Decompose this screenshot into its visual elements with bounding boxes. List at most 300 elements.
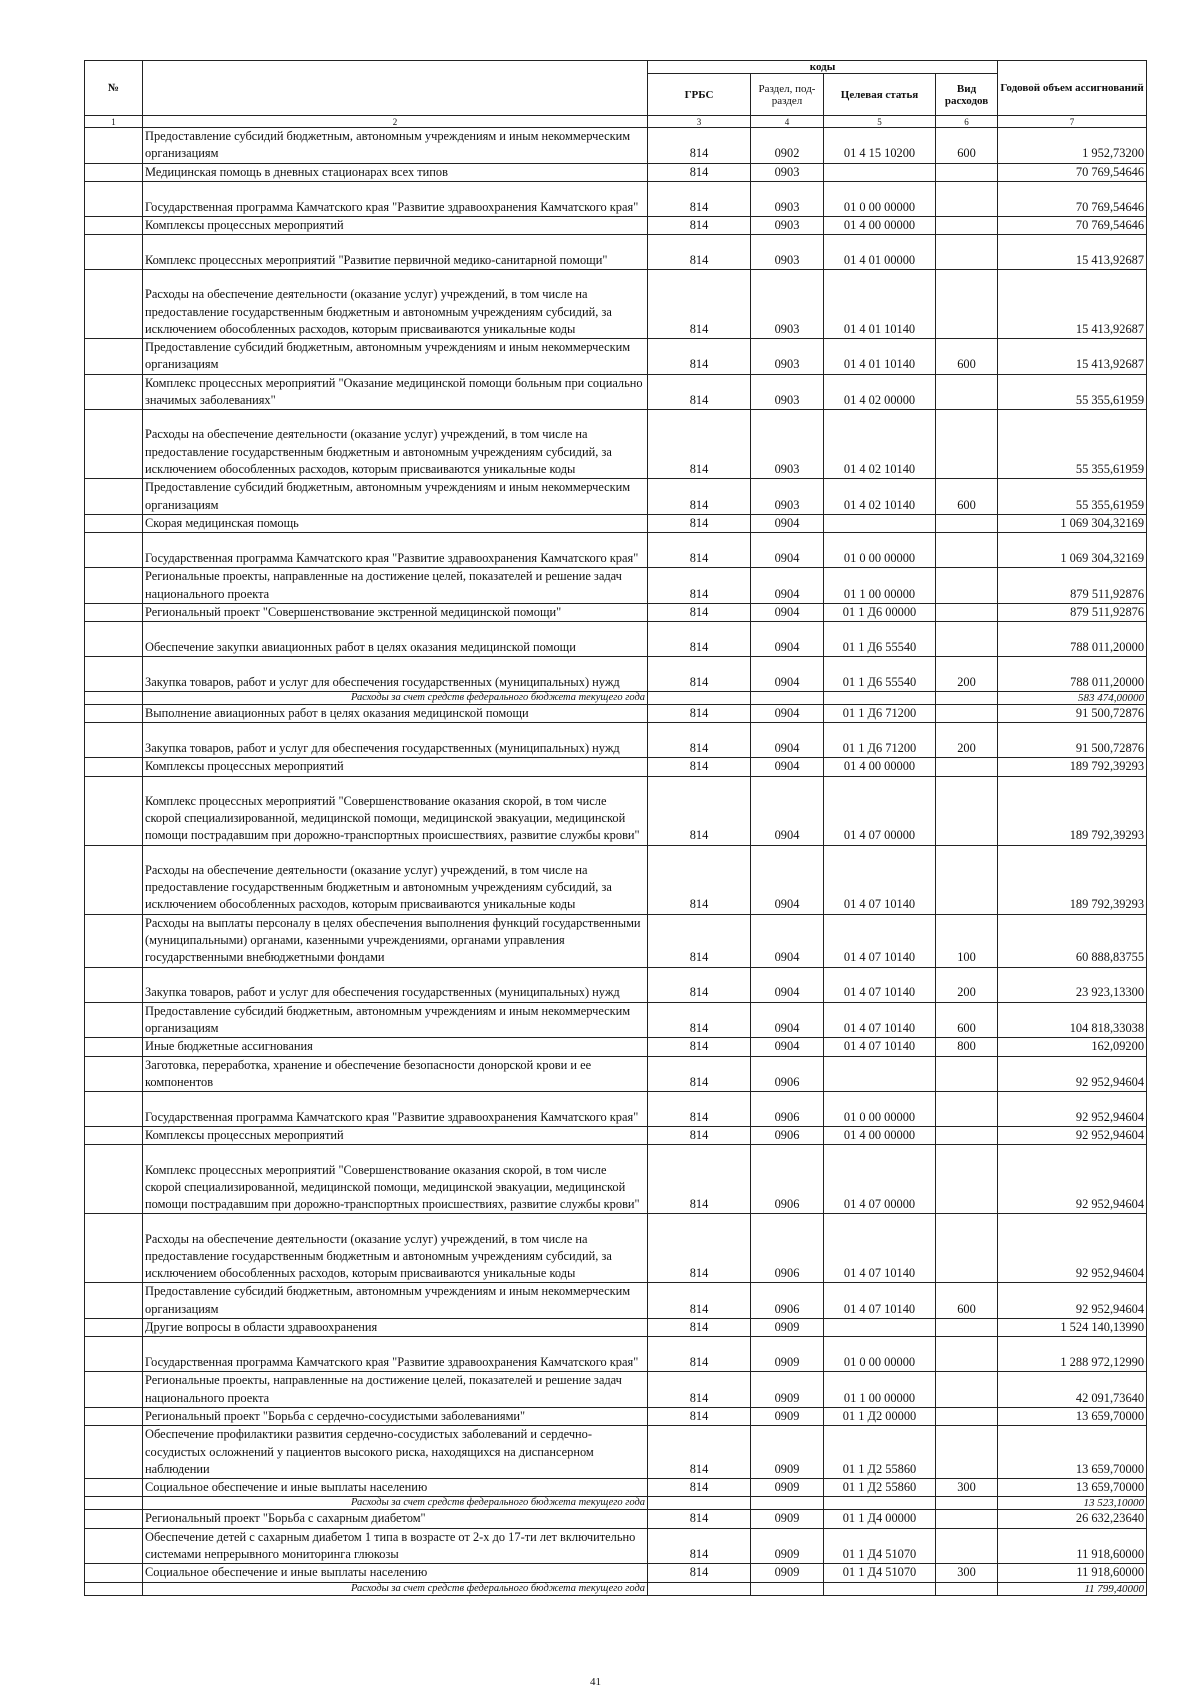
row-exptype-cell [936,758,998,776]
row-number-cell [85,479,143,515]
row-grbs-cell: 814 [648,776,751,845]
row-amount-cell: 55 355,61959 [998,374,1147,410]
row-number-cell [85,914,143,967]
row-section-cell: 0904 [751,1002,824,1038]
row-grbs-cell: 814 [648,1038,751,1056]
row-name-cell: Предоставление субсидий бюджетным, автономным учреждениям и иным некоммерческим организациям [143,128,648,164]
row-number-cell [85,692,143,705]
row-grbs-cell: 814 [648,339,751,375]
row-number-cell [85,723,143,758]
row-amount-cell: 91 500,72876 [998,705,1147,723]
row-grbs-cell: 814 [648,216,751,234]
row-exptype-cell [936,216,998,234]
row-exptype-cell [936,1092,998,1127]
row-amount-cell: 583 474,00000 [998,692,1147,705]
row-exptype-cell [936,410,998,479]
row-section-cell: 0904 [751,622,824,657]
row-number-cell [85,533,143,568]
row-number-cell [85,1479,143,1497]
row-grbs-cell: 814 [648,622,751,657]
row-number-cell [85,603,143,621]
row-section-cell: 0906 [751,1056,824,1092]
row-section-cell: 0909 [751,1479,824,1497]
row-grbs-cell: 814 [648,758,751,776]
federal-subtotal-row [85,1497,1147,1510]
row-target-cell: 01 1 Д4 00000 [824,1510,936,1528]
row-exptype-cell [936,1426,998,1479]
table-row [85,235,1147,270]
table-row [85,270,1147,339]
row-exptype-cell: 200 [936,967,998,1002]
table-row [85,1528,1147,1564]
budget-table [84,60,1147,1596]
row-exptype-cell: 600 [936,479,998,515]
row-exptype-cell: 300 [936,1564,998,1582]
row-amount-cell: 879 511,92876 [998,603,1147,621]
row-amount-cell: 92 952,94604 [998,1214,1147,1283]
row-name-cell: Расходы на обеспечение деятельности (оказание услуг) учреждений, в том числе на предоставление государственным бюджетным и автономным учреждениям субсидий, за исключением обособленных расходов, которым присваиваются уникальные коды [143,270,648,339]
row-target-cell [824,1582,936,1595]
row-amount-cell: 879 511,92876 [998,568,1147,604]
row-number-cell [85,235,143,270]
row-amount-cell: 23 923,13300 [998,967,1147,1002]
row-amount-cell: 70 769,54646 [998,163,1147,181]
row-target-cell: 01 1 Д2 55860 [824,1479,936,1497]
row-name-cell: Обеспечение закупки авиационных работ в целях оказания медицинской помощи [143,622,648,657]
row-section-cell: 0904 [751,845,824,914]
row-target-cell: 01 0 00 00000 [824,1337,936,1372]
row-grbs-cell: 814 [648,1283,751,1319]
row-name-cell: Расходы на выплаты персоналу в целях обеспечения выполнения функций государственными (муниципальными) органами, казенными учреждениями, органами управления государственными внебюджетными фондами [143,914,648,967]
col-num-7: 7 [998,116,1147,128]
row-exptype-cell [936,1127,998,1145]
table-row [85,1407,1147,1425]
row-number-cell [85,1319,143,1337]
row-section-cell: 0904 [751,603,824,621]
row-number-cell [85,845,143,914]
row-amount-cell: 13 659,70000 [998,1479,1147,1497]
table-row [85,163,1147,181]
table-row [85,1092,1147,1127]
row-amount-cell: 1 952,73200 [998,128,1147,164]
table-row [85,1372,1147,1408]
row-name-cell: Другие вопросы в области здравоохранения [143,1319,648,1337]
row-target-cell: 01 4 07 10140 [824,914,936,967]
row-section-cell: 0903 [751,374,824,410]
row-number-cell [85,1372,143,1408]
row-target-cell: 01 1 Д2 00000 [824,1407,936,1425]
row-name-cell: Комплексы процессных мероприятий [143,1127,648,1145]
row-target-cell: 01 1 Д6 00000 [824,603,936,621]
row-target-cell: 01 1 00 00000 [824,568,936,604]
row-name-cell: Комплекс процессных мероприятий "Совершенствование оказания скорой, в том числе скорой специализированной, медицинской помощи, медицинской эвакуации, медицинской помощи пострадавшим при дорожно-транспортных происшествиях, развитие службы крови" [143,1145,648,1214]
table-row [85,514,1147,532]
table-row [85,723,1147,758]
row-amount-cell: 92 952,94604 [998,1056,1147,1092]
row-number-cell [85,1337,143,1372]
row-section-cell: 0903 [751,479,824,515]
row-section-cell: 0903 [751,163,824,181]
row-name-cell: Комплекс процессных мероприятий "Оказание медицинской помощи больным при социально значимых заболеваниях" [143,374,648,410]
table-row [85,914,1147,967]
row-target-cell: 01 1 Д4 51070 [824,1528,936,1564]
row-grbs-cell: 814 [648,181,751,216]
row-exptype-cell [936,1582,998,1595]
table-row [85,1038,1147,1056]
row-name-cell: Комплекс процессных мероприятий "Развитие первичной медико-санитарной помощи" [143,235,648,270]
row-name-cell: Расходы за счет средств федерального бюджета текущего года [143,1582,648,1595]
row-target-cell [824,1497,936,1510]
row-grbs-cell: 814 [648,1319,751,1337]
row-target-cell: 01 4 01 00000 [824,235,936,270]
row-name-cell: Социальное обеспечение и иные выплаты населению [143,1564,648,1582]
row-grbs-cell: 814 [648,128,751,164]
row-name-cell: Скорая медицинская помощь [143,514,648,532]
row-number-cell [85,410,143,479]
row-section-cell: 0903 [751,339,824,375]
row-target-cell: 01 1 Д6 55540 [824,622,936,657]
row-amount-cell: 13 659,70000 [998,1407,1147,1425]
row-section-cell [751,1497,824,1510]
row-name-cell: Региональный проект "Борьба с сердечно-сосудистыми заболеваниями" [143,1407,648,1425]
row-exptype-cell [936,776,998,845]
row-grbs-cell: 814 [648,1372,751,1408]
row-section-cell: 0903 [751,181,824,216]
row-section-cell: 0909 [751,1337,824,1372]
table-row [85,758,1147,776]
row-exptype-cell [936,270,998,339]
row-target-cell: 01 4 02 10140 [824,479,936,515]
row-name-cell: Выполнение авиационных работ в целях оказания медицинской помощи [143,705,648,723]
row-amount-cell: 15 413,92687 [998,339,1147,375]
row-name-cell: Комплексы процессных мероприятий [143,216,648,234]
row-target-cell: 01 0 00 00000 [824,1092,936,1127]
row-name-cell: Расходы на обеспечение деятельности (оказание услуг) учреждений, в том числе на предоставление государственным бюджетным и автономным учреждениям субсидий, за исключением обособленных расходов, которым присваиваются уникальные коды [143,845,648,914]
table-row [85,1510,1147,1528]
row-number-cell [85,1145,143,1214]
row-number-cell [85,1038,143,1056]
row-name-cell: Региональный проект "Борьба с сахарным диабетом" [143,1510,648,1528]
row-grbs-cell: 814 [648,235,751,270]
row-amount-cell: 55 355,61959 [998,479,1147,515]
row-grbs-cell [648,1582,751,1595]
row-grbs-cell: 814 [648,603,751,621]
table-row [85,705,1147,723]
row-amount-cell: 92 952,94604 [998,1092,1147,1127]
row-exptype-cell [936,622,998,657]
table-row [85,1479,1147,1497]
row-target-cell: 01 4 07 10140 [824,1002,936,1038]
row-grbs-cell: 814 [648,914,751,967]
row-exptype-cell [936,1407,998,1425]
row-number-cell [85,1510,143,1528]
row-number-cell [85,1127,143,1145]
col-target-header: Целевая статья [824,74,936,116]
row-target-cell: 01 4 00 00000 [824,1127,936,1145]
row-grbs-cell: 814 [648,967,751,1002]
col-num-4: 4 [751,116,824,128]
row-target-cell: 01 4 07 00000 [824,776,936,845]
row-section-cell: 0902 [751,128,824,164]
row-target-cell [824,1319,936,1337]
row-section-cell: 0906 [751,1214,824,1283]
row-name-cell: Предоставление субсидий бюджетным, автономным учреждениям и иным некоммерческим организациям [143,1002,648,1038]
row-section-cell: 0904 [751,1038,824,1056]
table-row [85,568,1147,604]
row-grbs-cell: 814 [648,1426,751,1479]
row-number-cell [85,1092,143,1127]
row-name-cell: Закупка товаров, работ и услуг для обеспечения государственных (муниципальных) нужд [143,967,648,1002]
row-target-cell [824,692,936,705]
row-grbs-cell: 814 [648,1479,751,1497]
row-exptype-cell [936,163,998,181]
row-exptype-cell [936,374,998,410]
row-name-cell: Региональный проект "Совершенствование экстренной медицинской помощи" [143,603,648,621]
table-row [85,1426,1147,1479]
table-row [85,1002,1147,1038]
row-number-cell [85,270,143,339]
row-grbs-cell: 814 [648,270,751,339]
row-amount-cell: 13 659,70000 [998,1426,1147,1479]
row-section-cell: 0904 [751,758,824,776]
row-exptype-cell [936,845,998,914]
row-amount-cell: 42 091,73640 [998,1372,1147,1408]
row-section-cell [751,1582,824,1595]
table-row [85,1564,1147,1582]
row-exptype-cell [936,603,998,621]
row-number-cell [85,1564,143,1582]
row-target-cell [824,163,936,181]
row-exptype-cell [936,568,998,604]
row-exptype-cell [936,514,998,532]
col-num-3: 3 [648,116,751,128]
row-name-cell: Предоставление субсидий бюджетным, автономным учреждениям и иным некоммерческим организациям [143,479,648,515]
row-amount-cell: 788 011,20000 [998,622,1147,657]
table-row [85,845,1147,914]
federal-subtotal-row [85,692,1147,705]
row-section-cell: 0904 [751,723,824,758]
row-grbs-cell: 814 [648,1145,751,1214]
row-target-cell: 01 4 07 10140 [824,1283,936,1319]
row-target-cell: 01 4 00 00000 [824,758,936,776]
row-grbs-cell: 814 [648,1564,751,1582]
row-section-cell: 0909 [751,1564,824,1582]
row-amount-cell: 26 632,23640 [998,1510,1147,1528]
row-grbs-cell: 814 [648,1214,751,1283]
row-section-cell: 0909 [751,1528,824,1564]
table-row [85,216,1147,234]
page-number: 41 [590,1676,601,1688]
row-exptype-cell [936,1497,998,1510]
row-section-cell: 0904 [751,657,824,692]
row-name-cell: Расходы на обеспечение деятельности (оказание услуг) учреждений, в том числе на предоставление государственным бюджетным и автономным учреждениям субсидий, за исключением обособленных расходов, которым присваиваются уникальные коды [143,1214,648,1283]
row-exptype-cell [936,1214,998,1283]
row-name-cell: Закупка товаров, работ и услуг для обеспечения государственных (муниципальных) нужд [143,723,648,758]
table-row [85,657,1147,692]
table-row [85,339,1147,375]
table-row [85,622,1147,657]
row-amount-cell: 15 413,92687 [998,270,1147,339]
row-section-cell: 0904 [751,705,824,723]
row-exptype-cell [936,1056,998,1092]
row-number-cell [85,657,143,692]
table-row [85,1127,1147,1145]
row-number-cell [85,216,143,234]
col-grbs-header: ГРБС [648,74,751,116]
table-row [85,967,1147,1002]
row-amount-cell: 11 799,40000 [998,1582,1147,1595]
table-row [85,374,1147,410]
row-amount-cell: 104 818,33038 [998,1002,1147,1038]
row-amount-cell: 189 792,39293 [998,776,1147,845]
row-grbs-cell: 814 [648,1337,751,1372]
col-annual-header: Годовой объем ассигнований [998,61,1147,116]
row-section-cell: 0909 [751,1372,824,1408]
row-exptype-cell [936,1337,998,1372]
col-section-header: Раздел, под-раздел [751,74,824,116]
row-name-cell: Медицинская помощь в дневных стационарах всех типов [143,163,648,181]
row-grbs-cell: 814 [648,1407,751,1425]
row-grbs-cell: 814 [648,410,751,479]
row-target-cell: 01 4 01 10140 [824,339,936,375]
row-target-cell: 01 1 Д4 51070 [824,1564,936,1582]
row-target-cell: 01 4 15 10200 [824,128,936,164]
row-name-cell: Государственная программа Камчатского края "Развитие здравоохранения Камчатского края" [143,1092,648,1127]
row-section-cell [751,692,824,705]
row-number-cell [85,128,143,164]
row-name-cell: Заготовка, переработка, хранение и обеспечение безопасности донорской крови и ее компонентов [143,1056,648,1092]
row-number-cell [85,181,143,216]
row-amount-cell: 189 792,39293 [998,758,1147,776]
row-exptype-cell [936,705,998,723]
row-exptype-cell [936,235,998,270]
row-target-cell: 01 4 07 10140 [824,1038,936,1056]
row-section-cell: 0909 [751,1426,824,1479]
row-amount-cell: 1 288 972,12990 [998,1337,1147,1372]
row-section-cell: 0904 [751,776,824,845]
row-exptype-cell [936,1528,998,1564]
row-grbs-cell: 814 [648,1510,751,1528]
row-number-cell [85,758,143,776]
row-section-cell: 0906 [751,1092,824,1127]
row-section-cell: 0904 [751,967,824,1002]
row-amount-cell: 788 011,20000 [998,657,1147,692]
row-number-cell [85,568,143,604]
row-exptype-cell [936,533,998,568]
row-grbs-cell: 814 [648,705,751,723]
row-section-cell: 0904 [751,914,824,967]
row-number-cell [85,705,143,723]
row-name-cell: Комплекс процессных мероприятий "Совершенствование оказания скорой, в том числе скорой специализированной, медицинской помощи, медицинской эвакуации, медицинской помощи пострадавшим при дорожно-транспортных происшествиях, развитие службы крови" [143,776,648,845]
row-exptype-cell: 200 [936,657,998,692]
row-exptype-cell: 600 [936,1283,998,1319]
row-grbs-cell: 814 [648,533,751,568]
row-grbs-cell: 814 [648,845,751,914]
row-section-cell: 0903 [751,235,824,270]
table-row [85,181,1147,216]
row-grbs-cell: 814 [648,163,751,181]
row-target-cell: 01 4 00 00000 [824,216,936,234]
row-grbs-cell: 814 [648,514,751,532]
table-header [85,61,1147,128]
row-amount-cell: 91 500,72876 [998,723,1147,758]
row-exptype-cell [936,181,998,216]
row-name-cell: Государственная программа Камчатского края "Развитие здравоохранения Камчатского края" [143,181,648,216]
table-row [85,1145,1147,1214]
row-grbs-cell [648,1497,751,1510]
row-grbs-cell: 814 [648,657,751,692]
row-name-cell: Расходы на обеспечение деятельности (оказание услуг) учреждений, в том числе на предоставление государственным бюджетным и автономным учреждениям субсидий, за исключением обособленных расходов, которым присваиваются уникальные коды [143,410,648,479]
row-section-cell: 0903 [751,270,824,339]
row-number-cell [85,1214,143,1283]
row-section-cell: 0909 [751,1407,824,1425]
col-num-1: 1 [85,116,143,128]
row-amount-cell: 11 918,60000 [998,1528,1147,1564]
row-number-cell [85,1407,143,1425]
row-name-cell: Комплексы процессных мероприятий [143,758,648,776]
row-target-cell: 01 1 Д6 55540 [824,657,936,692]
table-row [85,776,1147,845]
table-row [85,533,1147,568]
row-amount-cell: 92 952,94604 [998,1127,1147,1145]
row-name-cell: Расходы за счет средств федерального бюджета текущего года [143,1497,648,1510]
row-number-cell [85,622,143,657]
row-target-cell [824,1056,936,1092]
table-row [85,410,1147,479]
row-target-cell: 01 1 Д6 71200 [824,705,936,723]
row-amount-cell: 1 524 140,13990 [998,1319,1147,1337]
table-row [85,479,1147,515]
row-target-cell: 01 4 07 10140 [824,1214,936,1283]
col-name-header [143,61,648,116]
row-grbs-cell: 814 [648,723,751,758]
row-section-cell: 0903 [751,410,824,479]
row-exptype-cell: 600 [936,128,998,164]
row-grbs-cell: 814 [648,1092,751,1127]
row-section-cell: 0904 [751,514,824,532]
row-target-cell: 01 1 Д2 55860 [824,1426,936,1479]
row-grbs-cell: 814 [648,479,751,515]
table-row [85,1214,1147,1283]
table-row [85,1056,1147,1092]
table-row [85,128,1147,164]
row-target-cell [824,514,936,532]
row-number-cell [85,1497,143,1510]
row-name-cell: Предоставление субсидий бюджетным, автономным учреждениям и иным некоммерческим организациям [143,1283,648,1319]
row-section-cell: 0903 [751,216,824,234]
row-number-cell [85,374,143,410]
row-target-cell: 01 1 00 00000 [824,1372,936,1408]
col-num-2: 2 [143,116,648,128]
row-name-cell: Иные бюджетные ассигнования [143,1038,648,1056]
row-grbs-cell: 814 [648,1002,751,1038]
row-name-cell: Социальное обеспечение и иные выплаты населению [143,1479,648,1497]
row-grbs-cell: 814 [648,568,751,604]
table-row [85,1283,1147,1319]
row-name-cell: Обеспечение профилактики развития сердечно-сосудистых заболеваний и сердечно-сосудистых осложнений у пациентов высокого риска, находящихся на диспансерном наблюдении [143,1426,648,1479]
row-section-cell: 0909 [751,1319,824,1337]
row-section-cell: 0904 [751,533,824,568]
row-exptype-cell: 300 [936,1479,998,1497]
row-exptype-cell [936,1319,998,1337]
row-name-cell: Государственная программа Камчатского края "Развитие здравоохранения Камчатского края" [143,1337,648,1372]
table-row [85,1319,1147,1337]
row-amount-cell: 13 523,10000 [998,1497,1147,1510]
row-amount-cell: 92 952,94604 [998,1283,1147,1319]
row-section-cell: 0906 [751,1145,824,1214]
row-target-cell: 01 4 01 10140 [824,270,936,339]
row-number-cell [85,514,143,532]
